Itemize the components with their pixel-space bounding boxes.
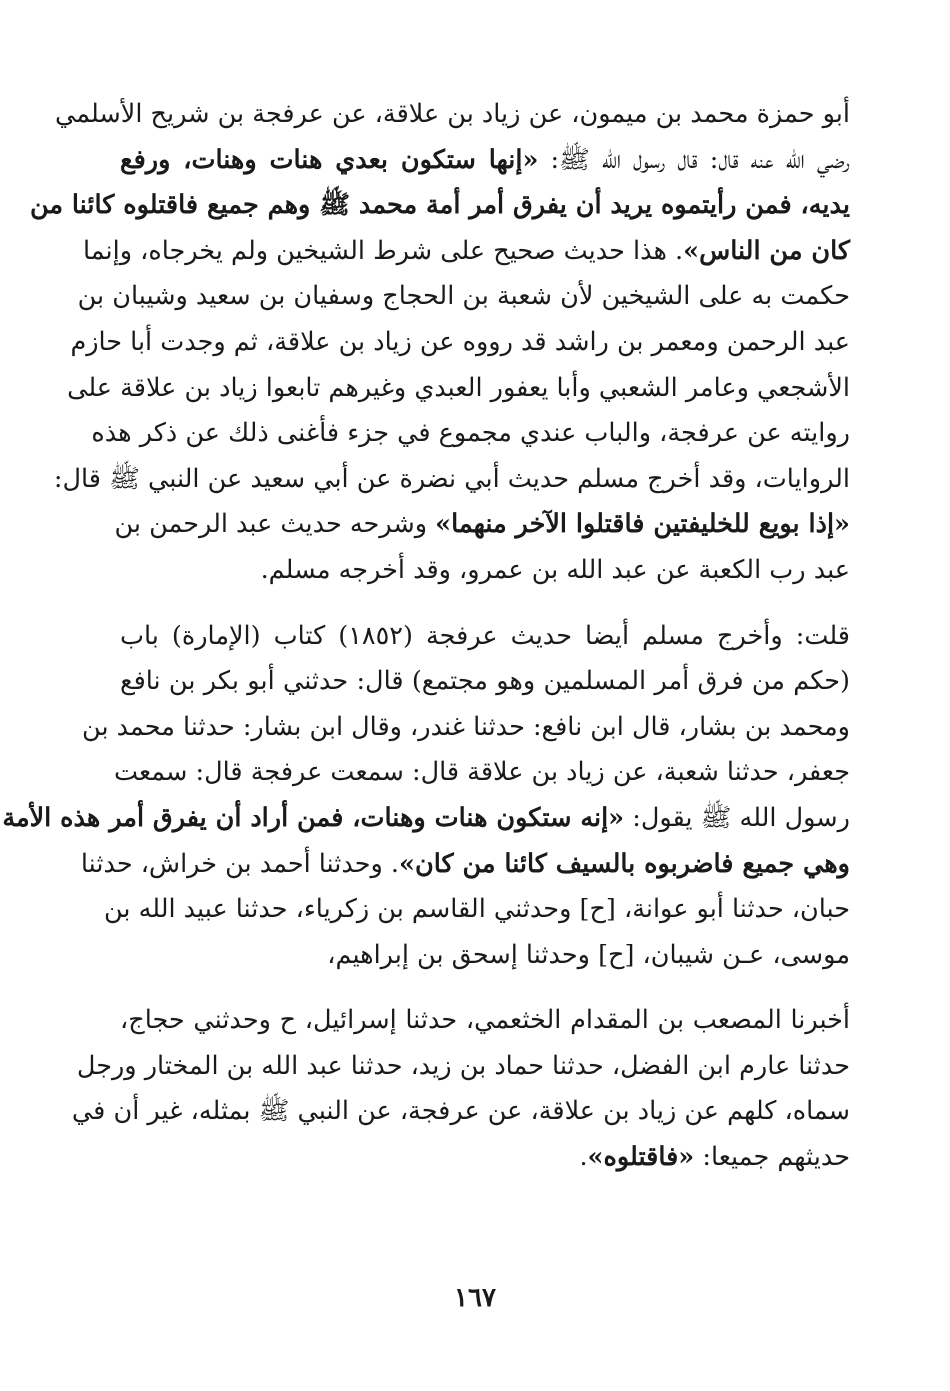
text-line — [120, 659, 850, 705]
text-run: رسول الله ﷺ يقول: — [624, 802, 850, 833]
text-line — [54, 92, 850, 138]
page-number: ١٦٧ — [454, 1283, 496, 1313]
text-line — [83, 229, 850, 275]
hadith-quote: كان من الناس» — [683, 235, 850, 266]
text-run: حبان، حدثنا أبو عوانة، [ح] وحدثني القاسم بن زكرياء، حدثنا عبيد الله بن — [103, 894, 850, 925]
text-run: جعفر، حدثنا شعبة، عن زياد بن علاقة قال: سمعت عرفجة قال: سمعت — [113, 757, 850, 788]
hadith-quote: يديه، فمن رأيتموه يريد أن يفرق أمر أمة محمد ﷺ وهم جميع فاقتلوه كائنا من — [29, 190, 850, 221]
text-line — [76, 1044, 850, 1090]
text-run: أخبرنا المصعب بن المقدام الخثعمي، حدثنا إسرائيل، ح وحدثني حجاج، — [120, 1005, 850, 1036]
text-run: حدثنا عارم ابن الفضل، حدثنا حماد بن زيد، حدثنا عبد الله بن المختار ورجل — [76, 1050, 850, 1081]
text-run: عبد الرحمن ومعمر بن راشد قد رووه عن زياد بن علاقة، ثم وجدت أبا حازم — [70, 326, 850, 357]
text-line — [113, 750, 850, 796]
text-line — [71, 1089, 850, 1135]
text-run: رضي الله عنه قال: قال رسول الله ﷺ: — [538, 144, 850, 175]
hadith-quote: «إذا بويع للخليفتين فاقتلوا الآخر منهما» — [435, 509, 850, 540]
text-run: الروايات، وقد أخرج مسلم حديث أبي نضرة عن أبي سعيد عن النبي ﷺ قال: — [53, 463, 850, 494]
text-run: . وحدثنا أحمد بن خراش، حدثنا — [80, 848, 400, 879]
text-run: روايته عن عرفجة، والباب عندي مجموع في جزء فأغنى ذلك عن ذكر هذه — [91, 418, 850, 449]
text-line — [70, 320, 850, 366]
text-line — [80, 842, 850, 888]
text-run: . هذا حديث صحيح على شرط الشيخين ولم يخرجاه، وإنما — [83, 235, 684, 266]
hadith-quote: «إنها ستكون بعدي هنات وهنات، ورفع — [120, 144, 539, 175]
paragraph-1 — [29, 92, 850, 594]
text-line — [67, 366, 850, 412]
text-line — [120, 1135, 850, 1181]
hadith-quote: «إنه ستكون هنات وهنات، فمن أراد أن يفرق أمر هذه الأمة — [2, 802, 625, 833]
paragraph-3 — [71, 998, 850, 1180]
text-run: . — [579, 1142, 588, 1173]
text-line — [114, 502, 850, 548]
text-line — [77, 274, 850, 320]
text-run: (حكم من فرق أمر المسلمين وهو مجتمع) قال: حدثني أبو بكر بن نافع — [120, 666, 850, 697]
text-run: وشرحه حديث عبد الرحمن بن — [114, 509, 436, 540]
hadith-quote: «فاقتلوه» — [587, 1142, 695, 1173]
text-run: أبو حمزة محمد بن ميمون، عن زياد بن علاقة، عن عرفجة بن شريح الأسلمي — [54, 99, 850, 129]
text-line — [91, 411, 850, 457]
text-run: موسى، عـن شيبان، [ح] وحدثنا إسحق بن إبراهيم، — [327, 939, 850, 970]
text-line — [103, 887, 850, 933]
text-line — [120, 998, 850, 1044]
text-line — [2, 796, 850, 842]
text-run: قلت: وأخرج مسلم أيضا حديث عرفجة (١٨٥٢) كتاب (الإمارة) باب — [120, 620, 850, 651]
text-line — [120, 548, 850, 594]
text-run: حكمت به على الشيخين لأن شعبة بن الحجاج وسفيان بن سعيد وشيبان بن — [77, 281, 850, 312]
text-line — [29, 183, 850, 229]
text-run: عبد رب الكعبة عن عبد الله بن عمرو، وقد أخرجه مسلم. — [260, 554, 850, 585]
text-line — [120, 138, 850, 184]
text-line — [53, 457, 850, 503]
hadith-quote: وهي جميع فاضربوه بالسيف كائنا من كان» — [399, 848, 850, 879]
paragraph-2 — [2, 614, 850, 979]
text-run: حديثهم جميعا: — [694, 1142, 850, 1173]
text-run: سماه، كلهم عن زياد بن علاقة، عن عرفجة، عن النبي ﷺ بمثله، غير أن في — [71, 1096, 850, 1127]
text-run: ومحمد بن بشار، قال ابن نافع: حدثنا غندر، وقال ابن بشار: حدثنا محمد بن — [82, 711, 850, 742]
text-line — [120, 933, 850, 979]
text-run: الأشجعي وعامر الشعبي وأبا يعفور العبدي وغيرهم تابعوا زياد بن علاقة على — [67, 372, 850, 403]
page-body — [2, 92, 850, 1181]
text-line — [82, 705, 850, 751]
text-line — [120, 614, 850, 660]
